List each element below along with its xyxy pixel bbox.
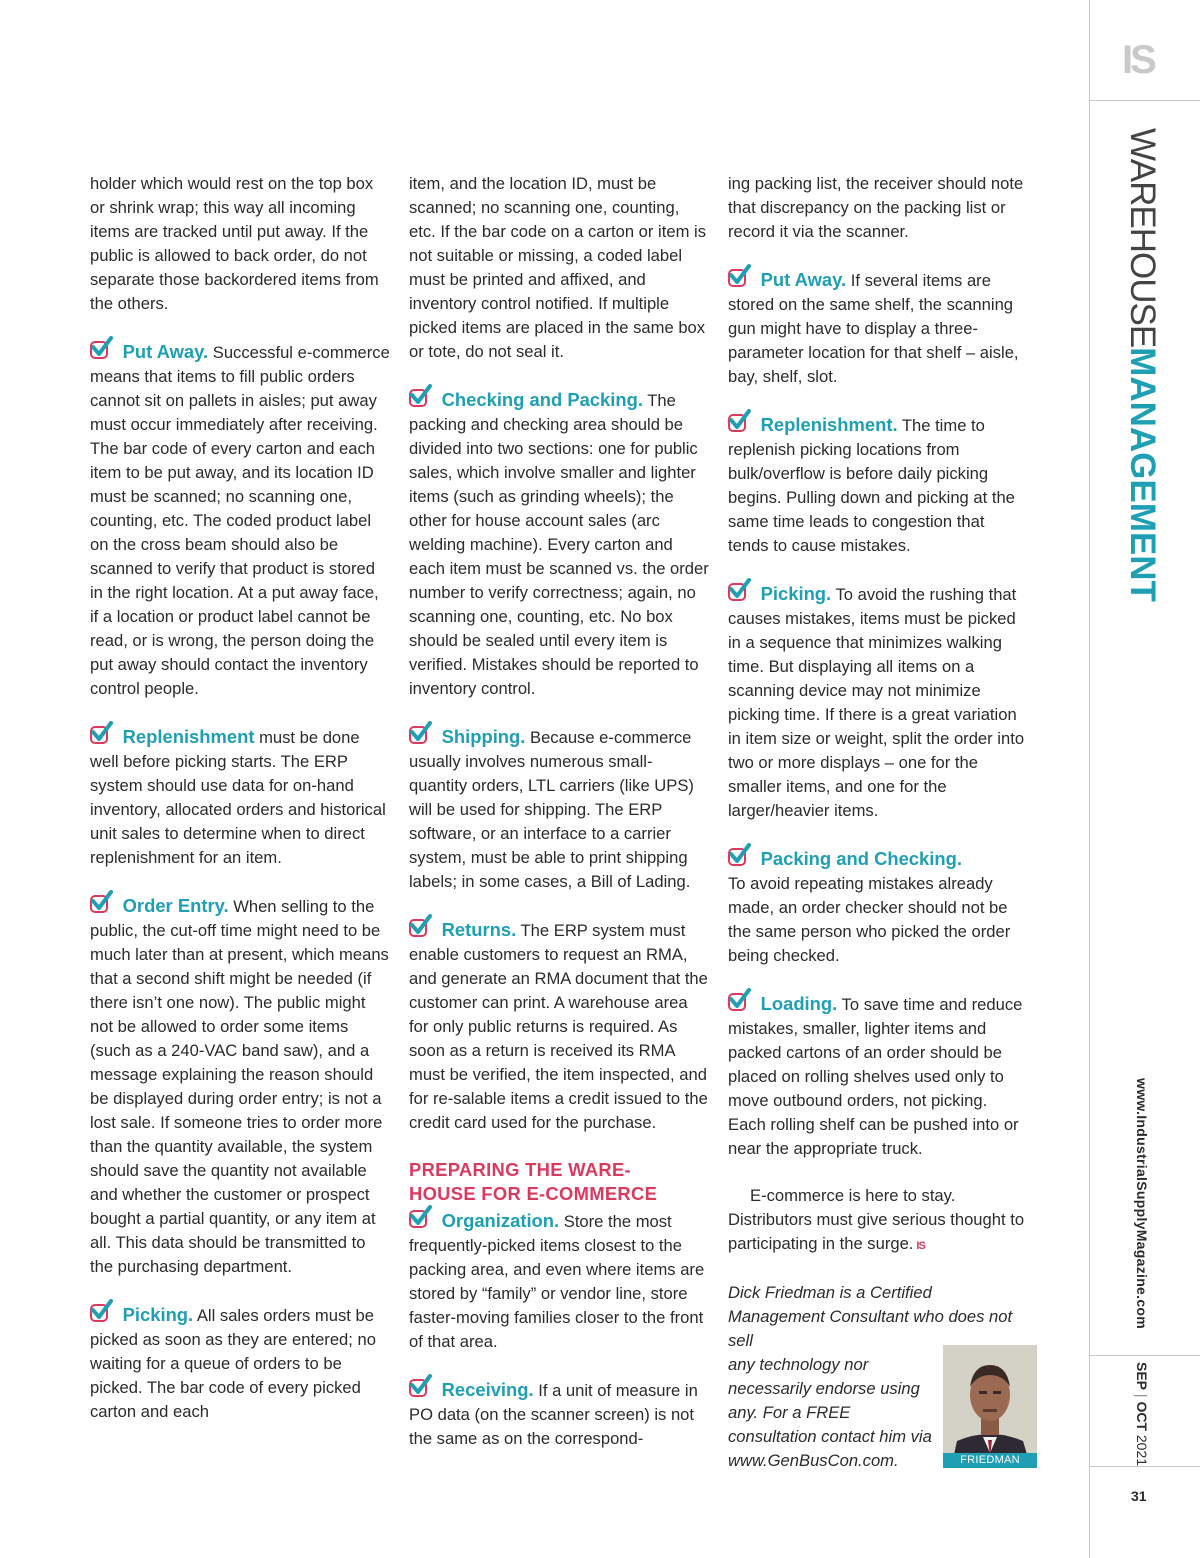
paragraph-picking: Picking. All sales orders must be picked as soon as they are entered; no waiting for a queue of orders to be picked. The bar code of every picked carton and each [90, 1302, 390, 1424]
magazine-logo: IS [1122, 38, 1154, 82]
checkbox-icon [409, 387, 433, 409]
sidebar-rule-top [1090, 100, 1200, 101]
paragraph-packing-checking: Packing and Checking. To avoid repeating mistakes already made, an order checker should not be the same person who picked the order being checked. [728, 846, 1028, 968]
checkbox-icon [409, 724, 433, 746]
heading-picking: Picking. [122, 1304, 194, 1325]
photo-caption: FRIEDMAN [943, 1453, 1037, 1468]
paragraph: item, and the location ID, must be scanned; no scanning one, counting, etc. If the bar code on a carton or item is not suitable or missing, a coded label must be printed and affixed, and inventory control notified. If multiple picked items are placed in the same box or tote, do not seal it. [409, 174, 706, 361]
heading-replenishment: Replenishment. [760, 414, 898, 435]
paragraph-receiving: Receiving. If a unit of measure in PO data (on the scanner screen) is not the same as on the correspond- [409, 1377, 709, 1451]
end-mark-icon: IS [916, 1240, 925, 1252]
sidebar-rule-middle [1090, 1355, 1200, 1356]
checkbox-icon [728, 267, 752, 289]
page-number: 31 [1131, 1488, 1147, 1504]
checkbox-icon [409, 1377, 433, 1399]
paragraph: holder which would rest on the top box or shrink wrap; this way all incoming items are tracked until put away. If the public is allowed to back order, do not separate those backordered items from the others. [90, 174, 379, 313]
section-heading: PREPARING THE WARE- HOUSE FOR E-COMMERCE [409, 1159, 658, 1204]
sidebar-rule-bottom [1090, 1466, 1200, 1467]
paragraph-checking-packing: Checking and Packing. The packing and checking area should be divided into two sections: one for public sales, which involve smaller and lighter items (such as grinding wheels); the other for house account sales (arc welding machine). Every carton and each item must be scanned vs. the order number to verify correctness; again, no scanning one, counting, etc. No box should be sealed until every item is verified. Mistakes should be reported to inventory control. [409, 387, 709, 701]
article-column-3 [728, 172, 1028, 1473]
article-column-2 [409, 172, 709, 1474]
article-column-1 [90, 172, 390, 1447]
paragraph-put-away: Put Away. Successful e-commerce means that items to fill public orders cannot sit on pallets in aisles; put away must occur immediately after receiving. The bar code of every carton and each item to be put away, and its location ID must be scanned; no scanning one, counting, etc. The coded product label on the cross beam should also be scanned to verify that product is stored in the right location. At a put away face, if a location or product label cannot be read, or is wrong, the person doing the put away should contact the inventory control people. [90, 339, 390, 701]
heading-loading: Loading. [760, 993, 838, 1014]
heading-replenishment: Replenishment [122, 726, 255, 747]
heading-put-away: Put Away. [122, 341, 209, 362]
checkbox-icon [728, 991, 752, 1013]
checkbox-icon [728, 412, 752, 434]
sidebar-divider [1089, 0, 1090, 1558]
paragraph-returns: Returns. The ERP system must enable customers to request an RMA, and generate an RMA document that the customer can print. A warehouse area for only public returns is required. As soon as a return is received its RMA must be verified, the item inspected, and for re-salable items a credit issued to the credit card used for the purchase. [409, 917, 709, 1135]
paragraph-picking: Picking. To avoid the rushing that causes mistakes, items must be picked in a sequence that minimizes walking time. But displaying all items on a scanning device may not minimize picking time. If there is a great variation in item size or weight, split the order into two or more displays – one for the smaller items, and one for the larger/heavier items. [728, 581, 1028, 823]
paragraph-replenishment: Replenishment must be done well before picking starts. The ERP system should use data for on-hand inventory, allocated orders and historical unit sales to determine when to direct replenishment for an item. [90, 724, 390, 870]
issue-date: SEP | OCT 2021 [1134, 1362, 1150, 1467]
checkbox-icon [90, 893, 114, 915]
magazine-url: www.IndustrialSupplyMagazine.com [1134, 1078, 1150, 1330]
paragraph-closing: E-commerce is here to stay. Distributors must give serious thought to participating in the surge. IS [728, 1186, 1025, 1253]
heading-picking: Picking. [760, 583, 832, 604]
checkbox-icon [409, 917, 433, 939]
paragraph: ing packing list, the receiver should note that discrepancy on the packing list or record it via the scanner. [728, 174, 1024, 241]
checkbox-icon [90, 724, 114, 746]
checkbox-icon [728, 846, 752, 868]
heading-order-entry: Order Entry. [122, 895, 229, 916]
paragraph-shipping: Shipping. Because e-commerce usually involves numerous small-quantity orders, LTL carriers (like UPS) will be used for shipping. The ERP software, or an interface to a carrier system, must be able to print shipping labels; in some cases, a Bill of Lading. [409, 724, 709, 894]
checkbox-icon [90, 1302, 114, 1324]
heading-checking-packing: Checking and Packing. [441, 389, 643, 410]
paragraph-order-entry: Order Entry. When selling to the public, the cut-off time might need to be much later than at present, which means that a second shift might be needed (if there isn’t one now). The public might not be allowed to order some items (such as a 240-VAC band saw), and a message explaining the reason should be displayed during order entry; is not a lost sale. If someone tries to order more than the quantity available, the system should save the quantity not available and whether the customer or prospect bought a partial quantity, or any item at all. This data should be transmitted to the purchasing department. [90, 893, 390, 1279]
heading-organization: Organization. [441, 1210, 560, 1231]
paragraph-organization: Organization. Store the most frequently-picked items closest to the packing area, and even where items are stored by “family” or vendor line, store faster-moving families closer to the front of that area. [409, 1208, 709, 1354]
author-bio: Dick Friedman is a Certified Management Consultant who does not sell any technology nor necessarily endorse using any. For a FREE consultation contact him via www.GenBusCon.com. [728, 1283, 1013, 1470]
checkbox-icon [728, 581, 752, 603]
heading-put-away: Put Away. [760, 269, 847, 290]
heading-packing-checking: Packing and Checking. [760, 848, 962, 869]
checkbox-icon [409, 1208, 433, 1230]
paragraph-put-away: Put Away. If several items are stored on the same shelf, the scanning gun might have to display a three-parameter location for that shelf – aisle, bay, shelf, slot. [728, 267, 1028, 389]
author-photo [943, 1345, 1037, 1468]
heading-shipping: Shipping. [441, 726, 526, 747]
paragraph-replenishment: Replenishment. The time to replenish picking locations from bulk/overflow is before daily picking begins. Pulling down and picking at the same time leads to congestion that tends to cause mistakes. [728, 412, 1028, 558]
paragraph-loading: Loading. To save time and reduce mistakes, smaller, lighter items and packed cartons of an order should be placed on rolling shelves used only to move outbound orders, not picking. Each rolling shelf can be pushed into or near the appropriate truck. [728, 991, 1028, 1161]
checkbox-icon [90, 339, 114, 361]
heading-receiving: Receiving. [441, 1379, 534, 1400]
heading-returns: Returns. [441, 919, 517, 940]
section-title: WAREHOUSEMANAGEMENT [1123, 128, 1162, 602]
